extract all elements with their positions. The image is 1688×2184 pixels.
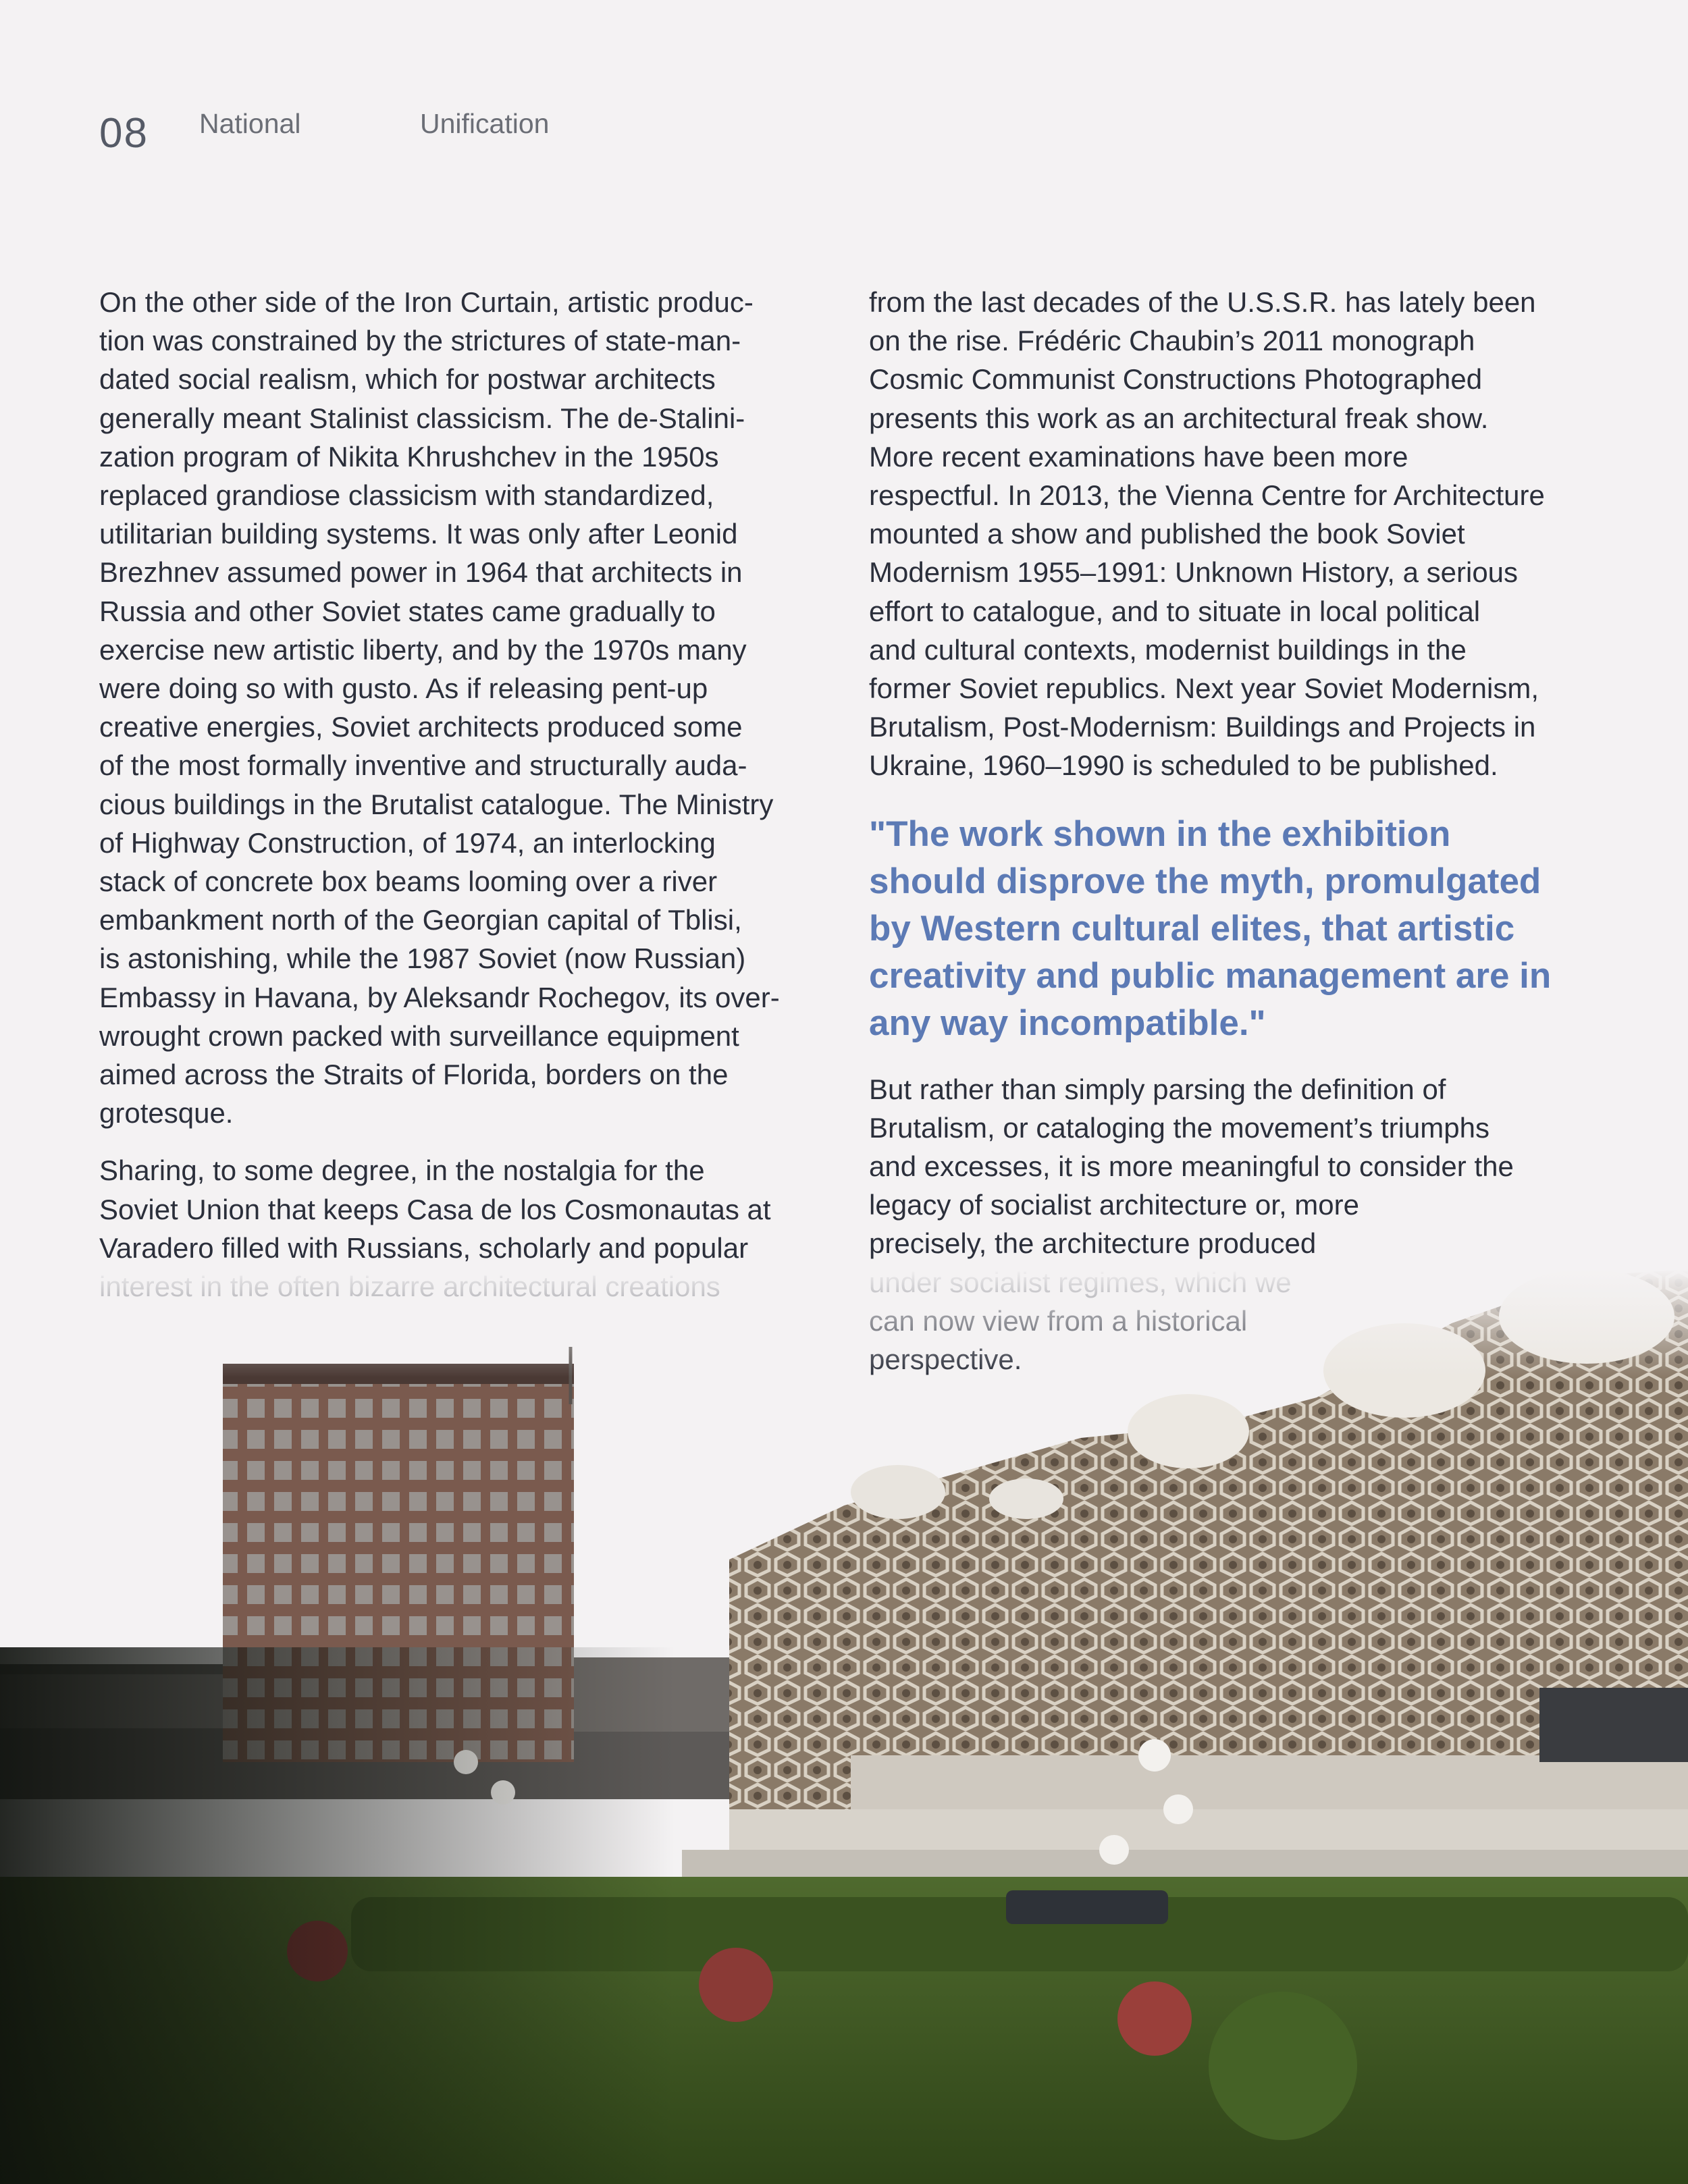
section-label: National	[199, 108, 301, 139]
text-line: Brezhnev assumed power in 1964 that architects in	[99, 556, 743, 589]
text-line: and cultural contexts, modernist buildings in the	[869, 633, 1467, 666]
text-line: Embassy in Havana, by Aleksandr Rochegov, its over-	[99, 981, 780, 1013]
quote-line: any way incompatible."	[869, 1003, 1266, 1043]
brutalist-architecture-photo	[0, 1269, 1688, 2184]
text-line: Soviet Union that keeps Casa de los Cosmonautas at	[99, 1193, 771, 1225]
text-line: zation program of Nikita Khrushchev in the 1950s	[99, 440, 719, 473]
text-line: Brutalism, Post-Modernism: Buildings and Projects in	[869, 711, 1536, 743]
text-line: generally meant Stalinist classicism. The de-Stalini-	[99, 402, 745, 434]
text-line: tion was constrained by the strictures of state-man-	[99, 325, 741, 357]
text-line: replaced grandiose classicism with standardized,	[99, 479, 714, 512]
quote-line: "The work shown in the exhibition	[869, 814, 1451, 854]
text-line: On the other side of the Iron Curtain, artistic produc-	[99, 286, 754, 318]
right-paragraph-1	[869, 283, 1632, 785]
text-line: More recent examinations have been more	[869, 440, 1408, 473]
text-line: on the rise. Frédéric Chaubin’s 2011 monograph	[869, 325, 1475, 357]
text-line: Modernism 1955–1991: Unknown History, a serious	[869, 556, 1519, 589]
text-line: wrought crown packed with surveillance equipment	[99, 1019, 739, 1052]
text-line: precisely, the architecture produced	[869, 1227, 1317, 1260]
text-line: and excesses, it is more meaningful to consider the	[869, 1150, 1514, 1183]
text-line: former Soviet republics. Next year Soviet Modernism,	[869, 672, 1539, 705]
text-line: legacy of socialist architecture or, more	[869, 1189, 1359, 1221]
text-line: aimed across the Straits of Florida, borders on the	[99, 1059, 729, 1091]
text-line: Sharing, to some degree, in the nostalgia for the	[99, 1154, 705, 1187]
left-column	[99, 283, 825, 1306]
text-line: is astonishing, while the 1987 Soviet (now Russian)	[99, 942, 746, 975]
text-line: cious buildings in the Brutalist catalogue. The Ministry	[99, 788, 774, 820]
text-line: were doing so with gusto. As if releasing pent-up	[99, 672, 708, 705]
text-line: But rather than simply parsing the definition of	[869, 1073, 1446, 1105]
quote-line: creativity and public management are in	[869, 955, 1552, 996]
text-line: Cosmic Communist Constructions Photographed	[869, 363, 1483, 396]
right-column	[869, 283, 1632, 1379]
text-line: Brutalism, or cataloging the movement’s triumphs	[869, 1111, 1489, 1144]
text-line: embankment north of the Georgian capital of Tblisi,	[99, 904, 742, 936]
quote-line: by Western cultural elites, that artistic	[869, 908, 1515, 949]
chapter-label: Unification	[420, 108, 550, 139]
text-line: exercise new artistic liberty, and by the 1970s many	[99, 633, 747, 666]
text-line: effort to catalogue, and to situate in local political	[869, 595, 1481, 627]
text-line: of Highway Construction, of 1974, an interlocking	[99, 826, 716, 859]
text-line: grotesque.	[99, 1097, 234, 1129]
quote-line: should disprove the myth, promulgated	[869, 861, 1541, 901]
text-line: Russia and other Soviet states came gradually to	[99, 595, 716, 627]
text-line: Ukraine, 1960–1990 is scheduled to be published.	[869, 749, 1498, 782]
left-paragraph-1	[99, 283, 825, 1132]
text-line: utilitarian building systems. It was only after Leonid	[99, 518, 738, 550]
text-line: stack of concrete box beams looming over a river	[99, 865, 718, 898]
text-line: dated social realism, which for postwar architects	[99, 363, 716, 396]
text-line: of the most formally inventive and structurally auda-	[99, 749, 747, 782]
page-number: 08	[99, 110, 149, 157]
text-line: respectful. In 2013, the Vienna Centre for Architecture	[869, 479, 1545, 512]
text-line: Varadero filled with Russians, scholarly and popular	[99, 1231, 749, 1264]
text-line: presents this work as an architectural freak show.	[869, 402, 1489, 434]
text-line: creative energies, Soviet architects produced some	[99, 711, 743, 743]
text-line: from the last decades of the U.S.S.R. has lately been	[869, 286, 1536, 318]
pull-quote	[869, 811, 1632, 1047]
text-line: mounted a show and published the book Soviet	[869, 518, 1465, 550]
